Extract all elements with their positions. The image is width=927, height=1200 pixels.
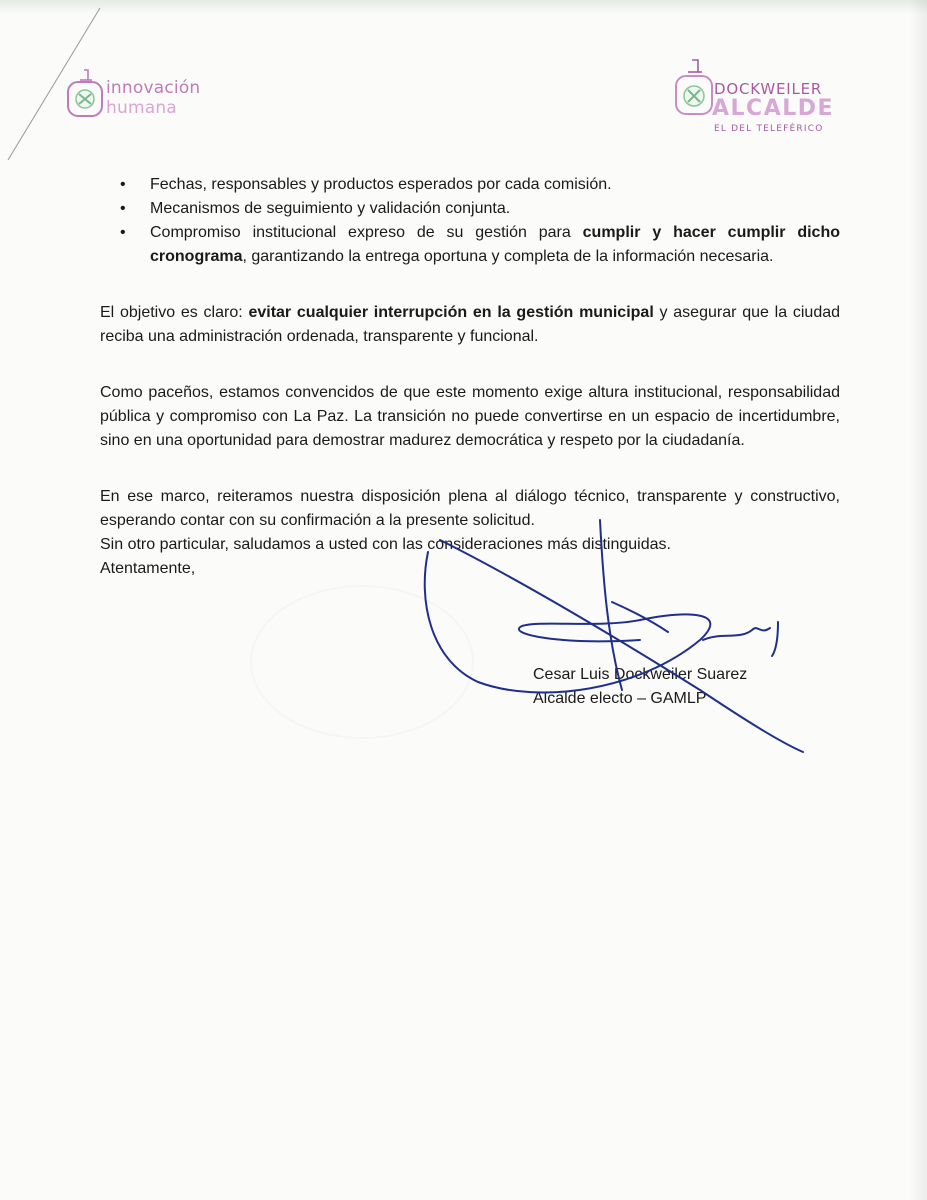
cable-car-icon: [62, 68, 106, 130]
sign-off: Atentamente,: [100, 560, 196, 577]
objective-bold: evitar cualquier interrupción en la gestión municipal: [248, 304, 654, 321]
logo-right-line1: DOCKWEILER: [714, 80, 823, 98]
paragraph-closing: Sin otro particular, saludamos a usted con las consideraciones más distinguidas.: [100, 536, 671, 553]
paragraph-objective: [100, 301, 840, 349]
bullet-text: Mecanismos de seguimiento y validación conjunta.: [150, 200, 511, 217]
logo-left-line1: innovación: [106, 78, 201, 98]
letter-body: [100, 173, 840, 581]
logo-left-line2: humana: [106, 98, 177, 118]
bullet-item: [150, 173, 840, 197]
signatory-name: Cesar Luis Dockweiler Suarez: [533, 666, 748, 683]
cable-car-icon: [670, 56, 716, 136]
bullet-text-pre: Compromiso institucional expreso de su gestión para: [150, 224, 583, 241]
faded-stamp: [250, 585, 474, 739]
logo-right-line2: ALCALDE: [712, 96, 835, 121]
scan-edge-shade: [909, 0, 927, 1200]
bullet-text: Fechas, responsables y productos esperados por cada comisión.: [150, 176, 612, 193]
objective-pre: El objetivo es claro:: [100, 304, 249, 321]
scan-top-strip: [0, 0, 927, 14]
paragraph-marco: En ese marco, reiteramos nuestra disposición plena al diálogo técnico, transparente y constructivo, esperando contar con su confirmación a la presente solicitud.: [100, 488, 840, 529]
logo-innovacion-humana: [62, 68, 222, 130]
logo-dockweiler-alcalde: [670, 56, 840, 142]
paragraph-pacenos: Como paceños, estamos convencidos de que este momento exige altura institucional, responsabilidad pública y compromiso con La Paz. La transición no puede convertirse en un espacio de incertidumbre, sino en una oportunidad para demostrar madurez democrática y respeto por la ciudadanía.: [100, 384, 840, 449]
bullet-list: [100, 173, 840, 269]
signature-block: [533, 663, 747, 711]
bullet-text-post: , garantizando la entrega oportuna y completa de la información necesaria.: [242, 248, 774, 265]
objective-post: y asegurar que la ciudad reciba una administración ordenada, transparente y funcional.: [100, 304, 841, 345]
bullet-item: [150, 221, 840, 269]
bullet-item: [150, 197, 840, 221]
logo-right-line3: EL DEL TELEFÉRICO: [714, 124, 824, 134]
bullet-text-bold: cumplir y hacer cumplir dicho cronograma: [150, 224, 840, 265]
signatory-title: Alcalde electo – GAMLP: [533, 690, 707, 707]
